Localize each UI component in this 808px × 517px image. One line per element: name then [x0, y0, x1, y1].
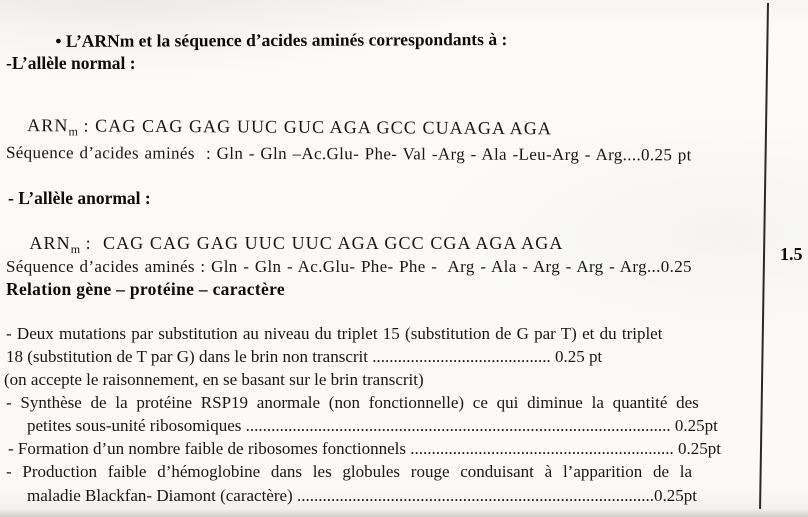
mutation-point-line1: - Deux mutations par substitution au niveau du triplet 15 (substitution de G par T) et du triplet: [6, 324, 663, 343]
bullet-heading-text: L’ARNm et la séquence d’acides aminés correspondants à :: [65, 28, 508, 51]
arn-label: ARN: [29, 233, 71, 253]
arn-subscript-m: m: [68, 124, 78, 139]
synthese-point-line1: - Synthèse de la protéine RSP19 anormale (non fonctionnelle) ce qui diminue la quantité des: [6, 393, 699, 412]
mutation-point-line2: 18 (substitution de T par G) dans le brin non transcrit .......................................... 0.25 pt: [6, 347, 603, 366]
production-point-line1: - Production faible d’hémoglobine dans les globules rouge conduisant à l’apparition de la: [6, 462, 693, 481]
bullet-glyph: •: [55, 30, 62, 51]
margin-score: 1.5: [780, 244, 803, 264]
arn-label: ARN: [27, 115, 69, 136]
mutation-note: (on accepte le raisonnement, en se basant sur le brin transcrit): [4, 370, 424, 389]
aa-sequence-normal: Séquence d’acides aminés : Gln - Gln –Ac.Glu- Phe- Val -Arg - Ala -Leu-Arg - Arg....0.25 pt: [5, 143, 692, 165]
production-point-line2: maladie Blackfan- Diamont (caractère) ....................................................................................0.25pt: [27, 486, 697, 505]
arn-subscript-m: m: [70, 242, 81, 256]
synthese-point-line2: petites sous-unité ribosomiques .................................................................................................... 0.25pt: [27, 416, 718, 435]
allele-normal-title: -L’allèle normal :: [6, 53, 136, 73]
formation-point-line: - Formation d’un nombre faible de ribosomes fonctionnels .............................................................. 0.25pt: [8, 439, 721, 458]
allele-abnormal-title: - L’allèle anormal :: [8, 188, 151, 208]
arn-normal-sequence: : CAG CAG GAG UUC GUC AGA GCC CUAAGA AGA: [77, 115, 553, 139]
margin-rule-line: [759, 3, 769, 509]
relation-heading: Relation gène – protéine – caractère: [6, 279, 285, 299]
aa-sequence-abnormal: Séquence d’acides aminés : Gln - Gln - Ac.Glu- Phe- Phe - Arg - Ala - Arg - Arg - Arg...0.25: [6, 257, 692, 276]
scan-edge-shadow: [0, 509, 808, 517]
arn-abnormal-sequence: : CAG CAG GAG UUC UUC AGA GCC CGA AGA AGA: [80, 233, 564, 253]
